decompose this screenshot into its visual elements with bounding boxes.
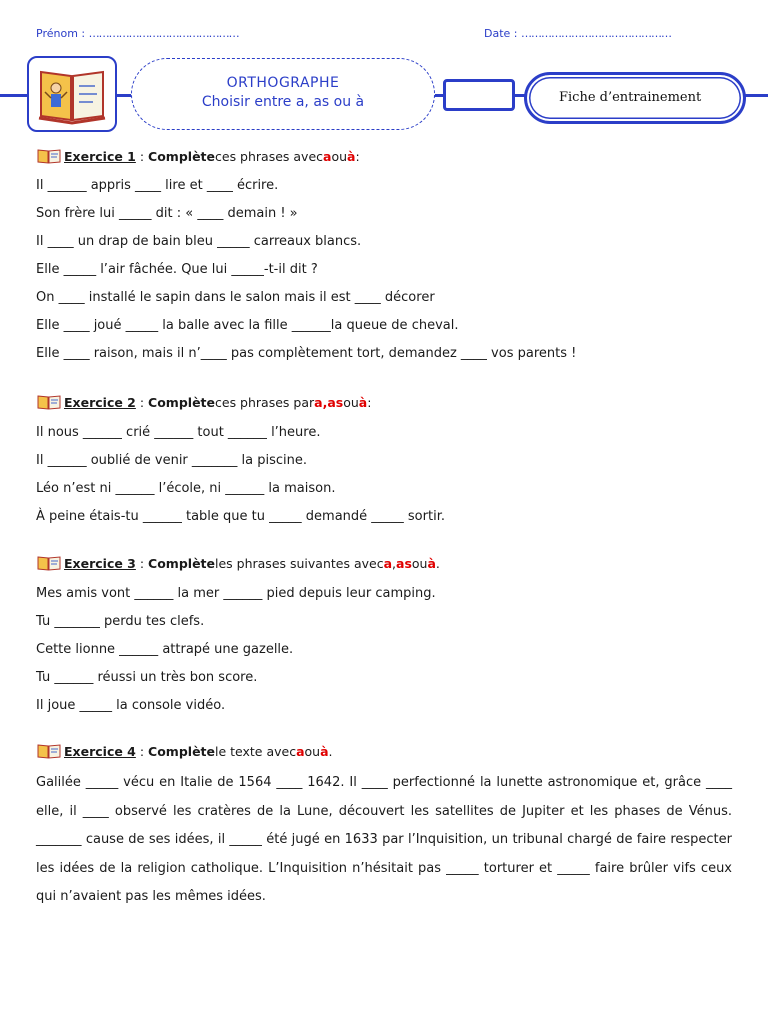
answer-as: as xyxy=(327,394,344,410)
exercise-line[interactable]: Elle _____ l’air fâchée. Que lui _____-t-il dit ? xyxy=(36,262,318,277)
instruction-text: , xyxy=(392,555,397,571)
date-label: Date : xyxy=(484,27,518,40)
exercise-line[interactable]: Il ______ oublié de venir _______ la piscine. xyxy=(36,453,308,468)
exercise-1-verb: Complète xyxy=(148,148,215,164)
answer-a: a xyxy=(323,148,332,164)
exercise-1-label: Exercice 1 xyxy=(64,148,136,164)
exercise-line[interactable]: Il nous ______ crié ______ tout ______ l’heure. xyxy=(36,425,321,440)
exercise-4-paragraph[interactable]: Galilée _____ vécu en Italie de 1564 ____ 1642. Il ____ perfectionné la lunette astronomique et, grâce ____ elle, il ____ observé les cratères de la Lune, découvert les satellites de Jupiter et les phases de Vénus. _______ cause de ses idées, il _____ été jugé en 1633 par l’Inquisition, un tribunal chargé de faire respecter les idées de la religion catholique. L’Inquisition n’hésitait pas _____ torturer et _____ faire brûler vifs ceux qui n’avaient pas les mêmes idées. xyxy=(36,775,732,904)
exercise-3 xyxy=(36,552,736,713)
exercise-2-verb: Complète xyxy=(148,394,215,410)
open-book-icon xyxy=(29,58,115,130)
exercise-3-verb: Complète xyxy=(148,555,215,571)
exercise-line[interactable]: Tu ______ réussi un très bon score. xyxy=(36,670,258,685)
instruction-text: . xyxy=(435,555,440,571)
page-title: ORTHOGRAPHE xyxy=(226,75,340,91)
fiche-label: Fiche d’entrainement xyxy=(559,90,702,105)
exercise-line[interactable]: On ____ installé le sapin dans le salon mais il est ____ décorer xyxy=(36,290,435,305)
exercise-4-label: Exercice 4 xyxy=(64,743,136,759)
exercise-3-title: Exercice 3 : Complète les phrases suivantes avec a , as ou à . xyxy=(36,552,736,574)
prenom-dots: ……………………………………… xyxy=(88,27,239,40)
exercise-3-label: Exercice 3 xyxy=(64,555,136,571)
exercise-line[interactable]: Son frère lui _____ dit : « ____ demain ! » xyxy=(36,206,298,221)
exercise-line[interactable]: Elle ____ joué _____ la balle avec la fille ______la queue de cheval. xyxy=(36,318,459,333)
exercise-1-title: Exercice 1 : Complète ces phrases avec a ou à : xyxy=(36,145,736,167)
instruction-text: ou xyxy=(331,148,348,164)
answer-as: as xyxy=(396,555,412,571)
exercise-line[interactable]: Elle ____ raison, mais il n’____ pas complètement tort, demandez ____ vos parents ! xyxy=(36,346,577,361)
exercise-4-verb: Complète xyxy=(148,743,215,759)
answer-a-accent: à xyxy=(320,743,329,759)
answer-a-accent: à xyxy=(347,148,356,164)
date-field[interactable] xyxy=(484,27,671,40)
exercise-1 xyxy=(36,145,736,361)
exercise-4 xyxy=(36,740,736,762)
exercise-line[interactable]: Mes amis vont ______ la mer ______ pied depuis leur camping. xyxy=(36,586,436,601)
book-icon xyxy=(36,554,62,572)
answer-a: a xyxy=(296,743,305,759)
instruction-text: . xyxy=(328,743,333,759)
book-icon xyxy=(36,742,62,760)
prenom-label: Prénom : xyxy=(36,27,86,40)
instruction-text: ces phrases avec xyxy=(215,148,324,164)
exercise-line[interactable]: Léo n’est ni ______ l’école, ni ______ la maison. xyxy=(36,481,336,496)
book-logo xyxy=(27,56,117,132)
instruction-text: ou xyxy=(304,743,321,759)
date-dots: ……………………………………… xyxy=(521,27,671,40)
instruction-text: ou xyxy=(411,555,428,571)
answer-a-accent: à xyxy=(427,555,436,571)
exercise-line[interactable]: Il joue _____ la console vidéo. xyxy=(36,698,226,713)
banner-line-left xyxy=(0,94,27,97)
fiche-badge xyxy=(524,72,746,124)
book-icon xyxy=(36,393,62,411)
exercise-4-title: Exercice 4 : Complète le texte avec a ou à . xyxy=(36,740,736,762)
exercise-line[interactable]: Cette lionne ______ attrapé une gazelle. xyxy=(36,642,294,657)
instruction-text: ou xyxy=(343,394,359,410)
instruction-text: : xyxy=(367,394,372,410)
exercise-line[interactable]: Tu _______ perdu tes clefs. xyxy=(36,614,205,629)
exercise-line[interactable]: Il ____ un drap de bain bleu _____ carreaux blancs. xyxy=(36,234,362,249)
instruction-text: ces phrases par xyxy=(215,394,315,410)
prenom-field[interactable] xyxy=(36,27,239,40)
page-subtitle: Choisir entre a, as ou à xyxy=(201,94,365,110)
answer-a: a xyxy=(383,555,393,571)
exercise-line[interactable]: À peine étais-tu ______ table que tu _____ demandé _____ sortir. xyxy=(36,509,445,524)
exercise-2-title: Exercice 2 : Complète ces phrases par a, as ou à : xyxy=(36,391,736,413)
exercise-2 xyxy=(36,391,736,524)
instruction-text: le texte avec xyxy=(215,743,297,759)
instruction-text: les phrases suivantes avec xyxy=(215,555,384,571)
exercise-2-label: Exercice 2 xyxy=(64,394,136,410)
instruction-text: : xyxy=(355,148,360,164)
answer-a: a, xyxy=(314,394,328,410)
exercise-line[interactable]: Il ______ appris ____ lire et ____ écrire. xyxy=(36,178,279,193)
answer-a-accent: à xyxy=(358,394,368,410)
title-banner xyxy=(131,58,435,130)
book-icon xyxy=(36,147,62,165)
score-box xyxy=(443,79,515,111)
